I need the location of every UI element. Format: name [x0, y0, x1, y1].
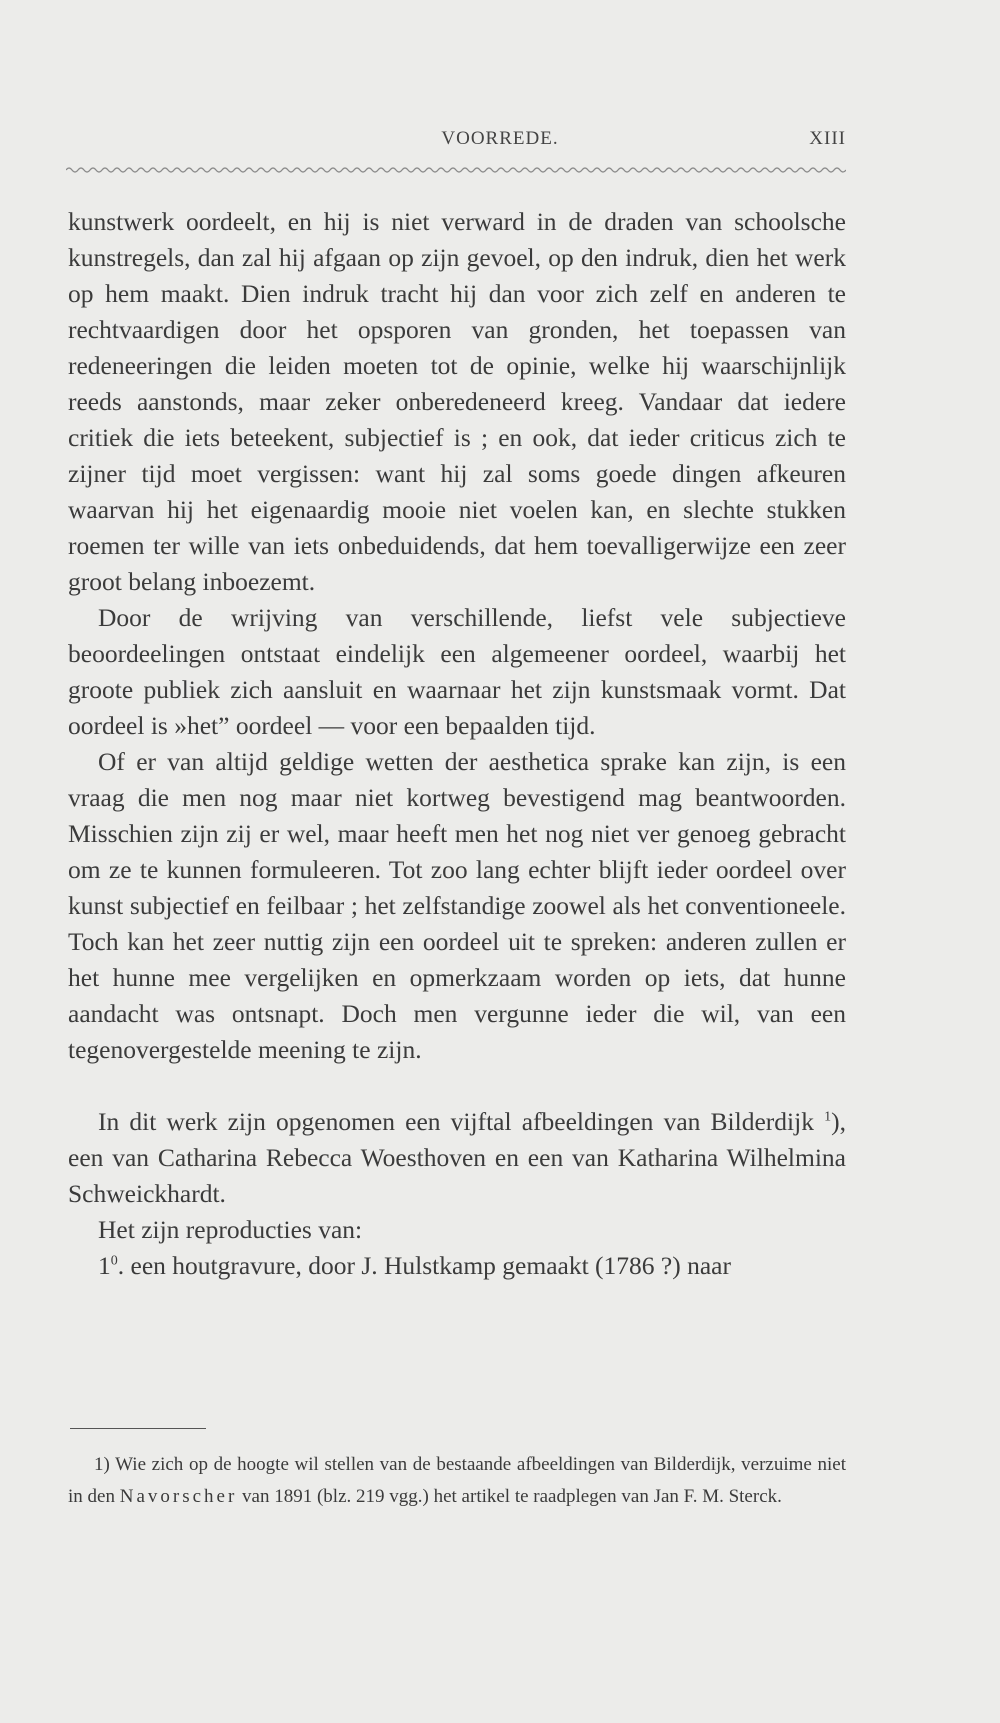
body-text [68, 204, 846, 1284]
wavy-header-rule [66, 164, 846, 176]
running-title: VOORREDE. [441, 128, 559, 149]
list-number: 1 [98, 1251, 111, 1280]
footnote-text: van 1891 (blz. 219 vgg.) het artikel te raadplegen van Jan F. M. Sterck. [237, 1486, 782, 1507]
footnote-marker: 1) [94, 1454, 110, 1475]
paragraph-text: In dit werk zijn opgenomen een vijftal afbeeldingen van Bilderdijk [98, 1107, 825, 1136]
paragraph [68, 1104, 846, 1212]
footnote-reference: 1 [824, 1109, 832, 1125]
page-number: XIII [809, 128, 846, 149]
journal-title: Navorscher [119, 1486, 238, 1507]
paragraph: kunstwerk oordeelt, en hij is niet verward in de draden van schoolsche kunstregels, dan zal hij afgaan op zijn gevoel, op den indruk, dien het werk op hem maakt. Dien indruk tracht hij dan voor zich zelf en anderen te rechtvaardigen door het opsporen van gronden, het toepassen van redeneeringen die leiden moeten tot de opinie, welke hij waarschijnlijk reeds aanstonds, maar zeker onberedeneerd kreeg. Vandaar dat iedere critiek die iets beteekent, subjectief is ; en ook, dat ieder criticus zich te zijner tijd moet vergissen: want hij zal soms goede dingen afkeuren waarvan hij het eigenaardig mooie niet voelen kan, en slechte stukken roemen ter wille van iets onbeduidends, dat hem toevalligerwijze een zeer groot belang inboezemt. [68, 207, 846, 596]
footnote [68, 1449, 846, 1513]
paragraph: Of er van altijd geldige wetten der aesthetica sprake kan zijn, is een vraag die men nog maar niet kortweg bevestigend mag beantwoorden. Misschien zijn zij er wel, maar heeft men het nog niet ver genoeg gebracht om ze te kunnen formuleeren. Tot zoo lang echter blijft ieder oordeel over kunst subjectief en feilbaar ; het zelfstandige zoowel als het conventioneele. Toch kan het zeer nuttig zijn een oordeel uit te spreken: anderen zullen er het hunne mee vergelijken en opmerkzaam worden op iets, dat hunne aandacht was ontsnapt. Doch men vergunne ieder die wil, van een tegenovergestelde meening te zijn. [68, 747, 846, 1064]
paragraph-text: ), een van Catharina Rebecca Woesthoven en een van Katharina Wilhelmina Schweickhardt. [68, 1107, 846, 1208]
degree-mark: 0 [110, 1253, 118, 1269]
footnotes [68, 1449, 846, 1513]
paragraph: Door de wrijving van verschillende, liefst vele subjectieve beoordeelingen ontstaat eindelijk een algemeener oordeel, waarbij het groote publiek zich aansluit en waarnaar het zijn kunstsmaak vormt. Dat oordeel is »het” oordeel — voor een bepaalden tijd. [68, 603, 846, 740]
footnote-rule [70, 1428, 206, 1429]
list-item-text: . een houtgravure, door J. Hulstkamp gemaakt (1786 ?) naar [117, 1251, 731, 1280]
list-item [68, 1248, 846, 1284]
paragraph: Het zijn reproducties van: [98, 1215, 363, 1244]
footnote-text: Wie zich op de hoogte wil stellen van de bestaande afbeeldingen van Bilderdijk, verzuime niet in den [68, 1454, 846, 1507]
